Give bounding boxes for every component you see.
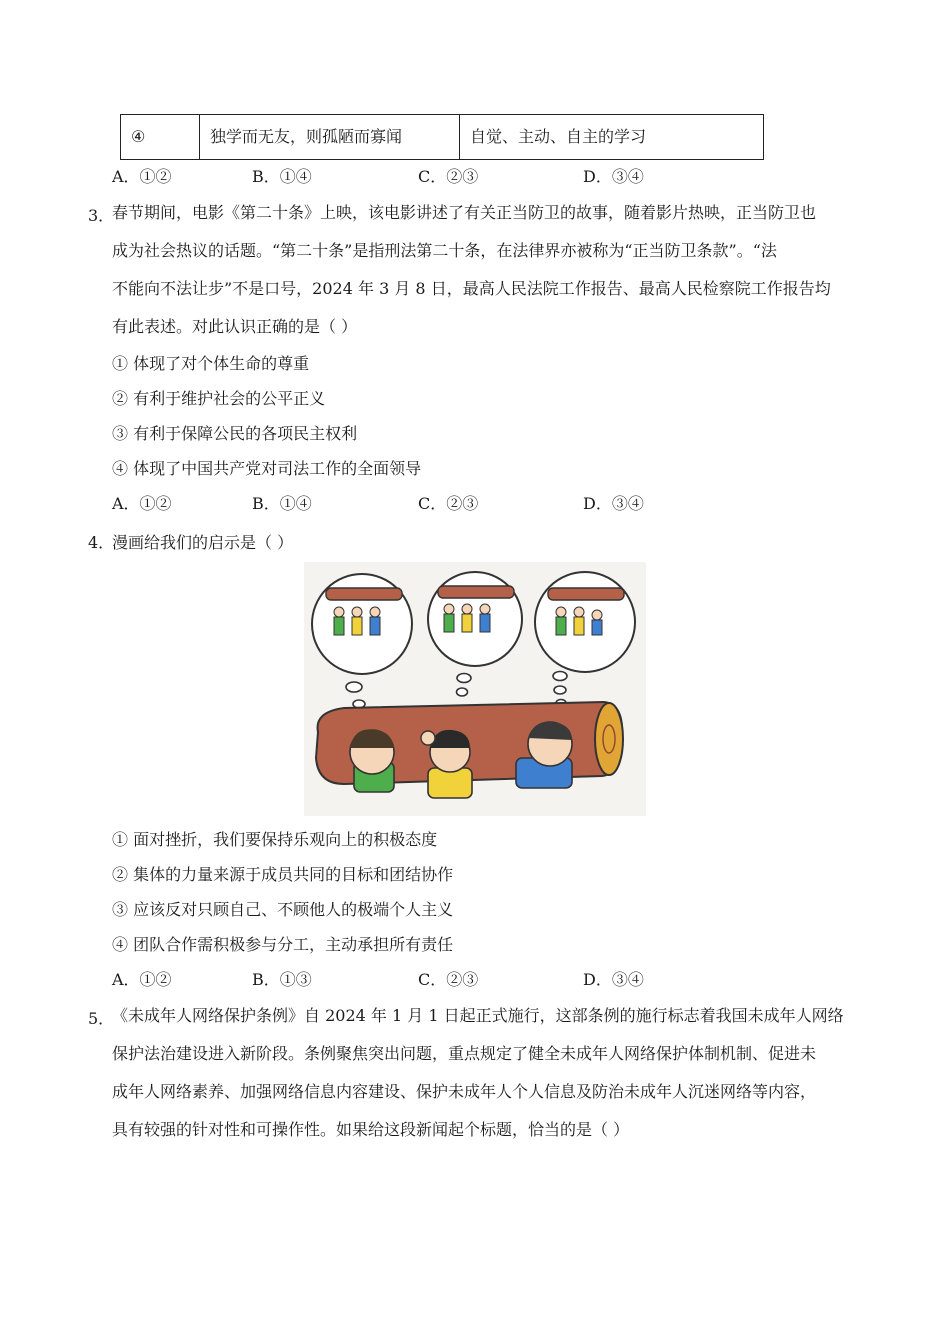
q3-stem-line: 有此表述。对此认识正确的是（ ） [112,317,358,336]
q3-choice-2: ② 有利于维护社会的公平正义 [112,389,326,408]
q4-option-c[interactable]: C．②③ [418,970,479,989]
q3-stem [112,194,850,346]
q4-choice-2: ② 集体的力量来源于成员共同的目标和团结协作 [112,865,454,884]
comparison-table-row [120,114,764,160]
q5-stem-line: 《未成年人网络保护条例》自 2024 年 1 月 1 日起正式施行，这部条例的施行标志着我国未成年人网络 [112,1006,844,1025]
q5-stem-line: 保护法治建设进入新阶段。条例聚焦突出问题，重点规定了健全未成年人网络保护体制机制、促进未 [112,1044,817,1063]
q3-stem-line: 不能向不法让步”不是口号，2024 年 3 月 8 日，最高人民法院工作报告、最高人民检察院工作报告均 [112,279,831,298]
q3-choice-3: ③ 有利于保障公民的各项民主权利 [112,424,358,443]
q2-option-b[interactable]: B．①④ [252,167,312,186]
q5-stem [112,997,850,1149]
q3-option-d[interactable]: D．③④ [583,494,644,513]
q4-choice-4: ④ 团队合作需积极参与分工，主动承担所有责任 [112,935,454,954]
q2-option-a[interactable]: A．①② [112,167,172,186]
q3-choice-1: ① 体现了对个体生命的尊重 [112,354,310,373]
q4-choice-1: ① 面对挫折，我们要保持乐观向上的积极态度 [112,830,438,849]
q3-option-a[interactable]: A．①② [112,494,172,513]
cartoon-teamwork-image [304,562,646,816]
thought-bubble-right [535,572,635,672]
q3-option-c[interactable]: C．②③ [418,494,479,513]
table-cell-meaning: 自觉、主动、自主的学习 [470,127,647,146]
q3-option-b[interactable]: B．①④ [252,494,312,513]
q4-option-a[interactable]: A．①② [112,970,172,989]
table-cell-quote: 独学而无友，则孤陋而寡闻 [200,115,460,159]
cartoon-illustration [304,562,646,816]
q5-stem-line: 具有较强的针对性和可操作性。如果给这段新闻起个标题，恰当的是（ ） [112,1120,630,1139]
q2-option-d[interactable]: D．③④ [583,167,644,186]
table-cell-number: ④ [121,115,200,159]
q5-stem-line: 成年人网络素养、加强网络信息内容建设、保护未成年人个人信息及防治未成年人沉迷网络等内容， [112,1082,817,1101]
q5-number: 5． [88,1009,115,1028]
q4-option-b[interactable]: B．①③ [252,970,312,989]
q3-number: 3． [88,206,115,225]
q3-stem-line: 成为社会热议的话题。“第二十条”是指刑法第二十条，在法律界亦被称为“正当防卫条款”。“法 [112,241,777,260]
q4-option-d[interactable]: D．③④ [583,970,644,989]
kid-left [350,729,394,792]
q4-number: 4． [88,533,115,552]
q2-option-c[interactable]: C．②③ [418,167,479,186]
q4-stem: 漫画给我们的启示是（ ） [112,533,294,552]
q3-choice-4: ④ 体现了中国共产党对司法工作的全面领导 [112,459,422,478]
q4-choice-3: ③ 应该反对只顾自己、不顾他人的极端个人主义 [112,900,454,919]
q3-stem-line: 春节期间，电影《第二十条》上映，该电影讲述了有关正当防卫的故事，随着影片热映，正当防卫也 [112,203,817,222]
